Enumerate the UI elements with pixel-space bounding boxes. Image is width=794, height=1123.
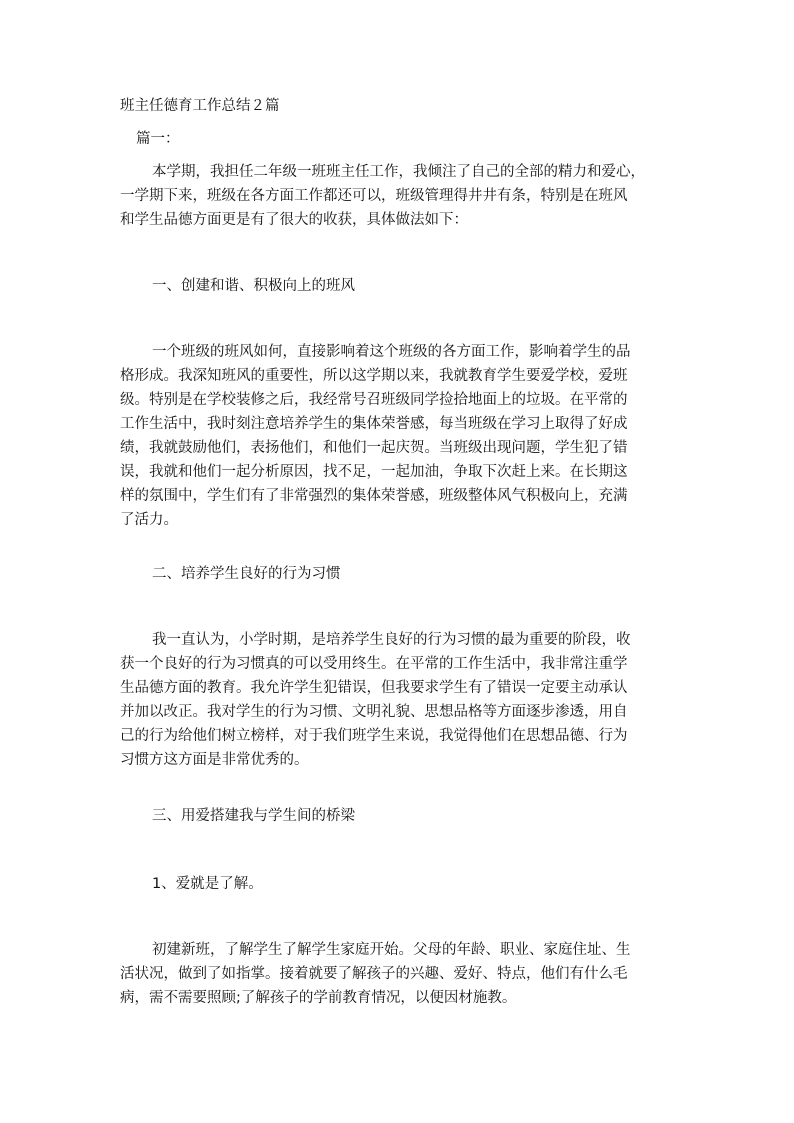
paragraph-line: 一个班级的班风如何，直接影响着这个班级的各方面工作，影响着学生的品 — [152, 344, 631, 360]
paragraph-line: 生品德方面的教育。我允许学生犯错误，但我要求学生有了错误一定要主动承认 — [120, 680, 628, 696]
intro-paragraph — [120, 160, 680, 232]
paragraph-line: 病，需不需要照顾;了解孩子的学前教育情况，以便因材施教。 — [120, 990, 517, 1006]
paragraph-line: 误，我就和他们一起分析原因，找不足，一起加油，争取下次赶上来。在长期这 — [120, 464, 628, 480]
paragraph-line: 初建新班，了解学生了解学生家庭开始。父母的年龄、职业、家庭住址、生 — [152, 942, 631, 958]
paragraph-line: 获一个良好的行为习惯真的可以受用终生。在平常的工作生活中，我非常注重学 — [120, 656, 628, 672]
section-1-paragraph — [120, 340, 680, 532]
paragraph-line: 并加以改正。我对学生的行为习惯、文明礼貌、思想品格等方面逐步渗透，用自 — [120, 704, 628, 720]
section-2-paragraph — [120, 628, 680, 772]
subsection-1-paragraph — [120, 938, 680, 1010]
section-1-heading: 一、创建和谐、积极向上的班风 — [152, 278, 355, 294]
paragraph-line: 样的氛围中，学生们有了非常强烈的集体荣誉感，班级整体风气积极向上，充满 — [120, 488, 628, 504]
paragraph-line: 了活力。 — [120, 512, 178, 528]
paragraph-line: 绩，我就鼓励他们，表扬他们，和他们一起庆贺。当班级出现问题，学生犯了错 — [120, 440, 628, 456]
paragraph-line: 活状况，做到了如指掌。接着就要了解孩子的兴趣、爱好、特点，他们有什么毛 — [120, 966, 628, 982]
document-title: 班主任德育工作总结２篇 — [120, 98, 280, 114]
paragraph-line: 格形成。我深知班风的重要性，所以这学期以来，我就教育学生要爱学校，爱班 — [120, 368, 628, 384]
intro-line: 一学期下来，班级在各方面工作都还可以，班级管理得井井有条，特别是在班风 — [120, 188, 628, 204]
subsection-1-heading: 1、爱就是了解。 — [152, 876, 263, 892]
paragraph-line: 我一直认为，小学时期，是培养学生良好的行为习惯的最为重要的阶段，收 — [152, 632, 631, 648]
paragraph-line: 己的行为给他们树立榜样，对于我们班学生来说，我觉得他们在思想品德、行为 — [120, 728, 628, 744]
intro-line: 本学期，我担任二年级一班班主任工作，我倾注了自己的全部的精力和爱心， — [152, 164, 645, 180]
part-label: 篇一： — [136, 131, 180, 147]
paragraph-line: 工作生活中，我时刻注意培养学生的集体荣誉感，每当班级在学习上取得了好成 — [120, 416, 628, 432]
paragraph-line: 习惯方这方面是非常优秀的。 — [120, 752, 309, 768]
section-2-heading: 二、培养学生良好的行为习惯 — [152, 566, 341, 582]
section-3-heading: 三、用爱搭建我与学生间的桥梁 — [152, 808, 355, 824]
intro-line: 和学生品德方面更是有了很大的收获，具体做法如下： — [120, 212, 468, 228]
paragraph-line: 级。特别是在学校装修之后，我经常号召班级同学捡拾地面上的垃圾。在平常的 — [120, 392, 628, 408]
